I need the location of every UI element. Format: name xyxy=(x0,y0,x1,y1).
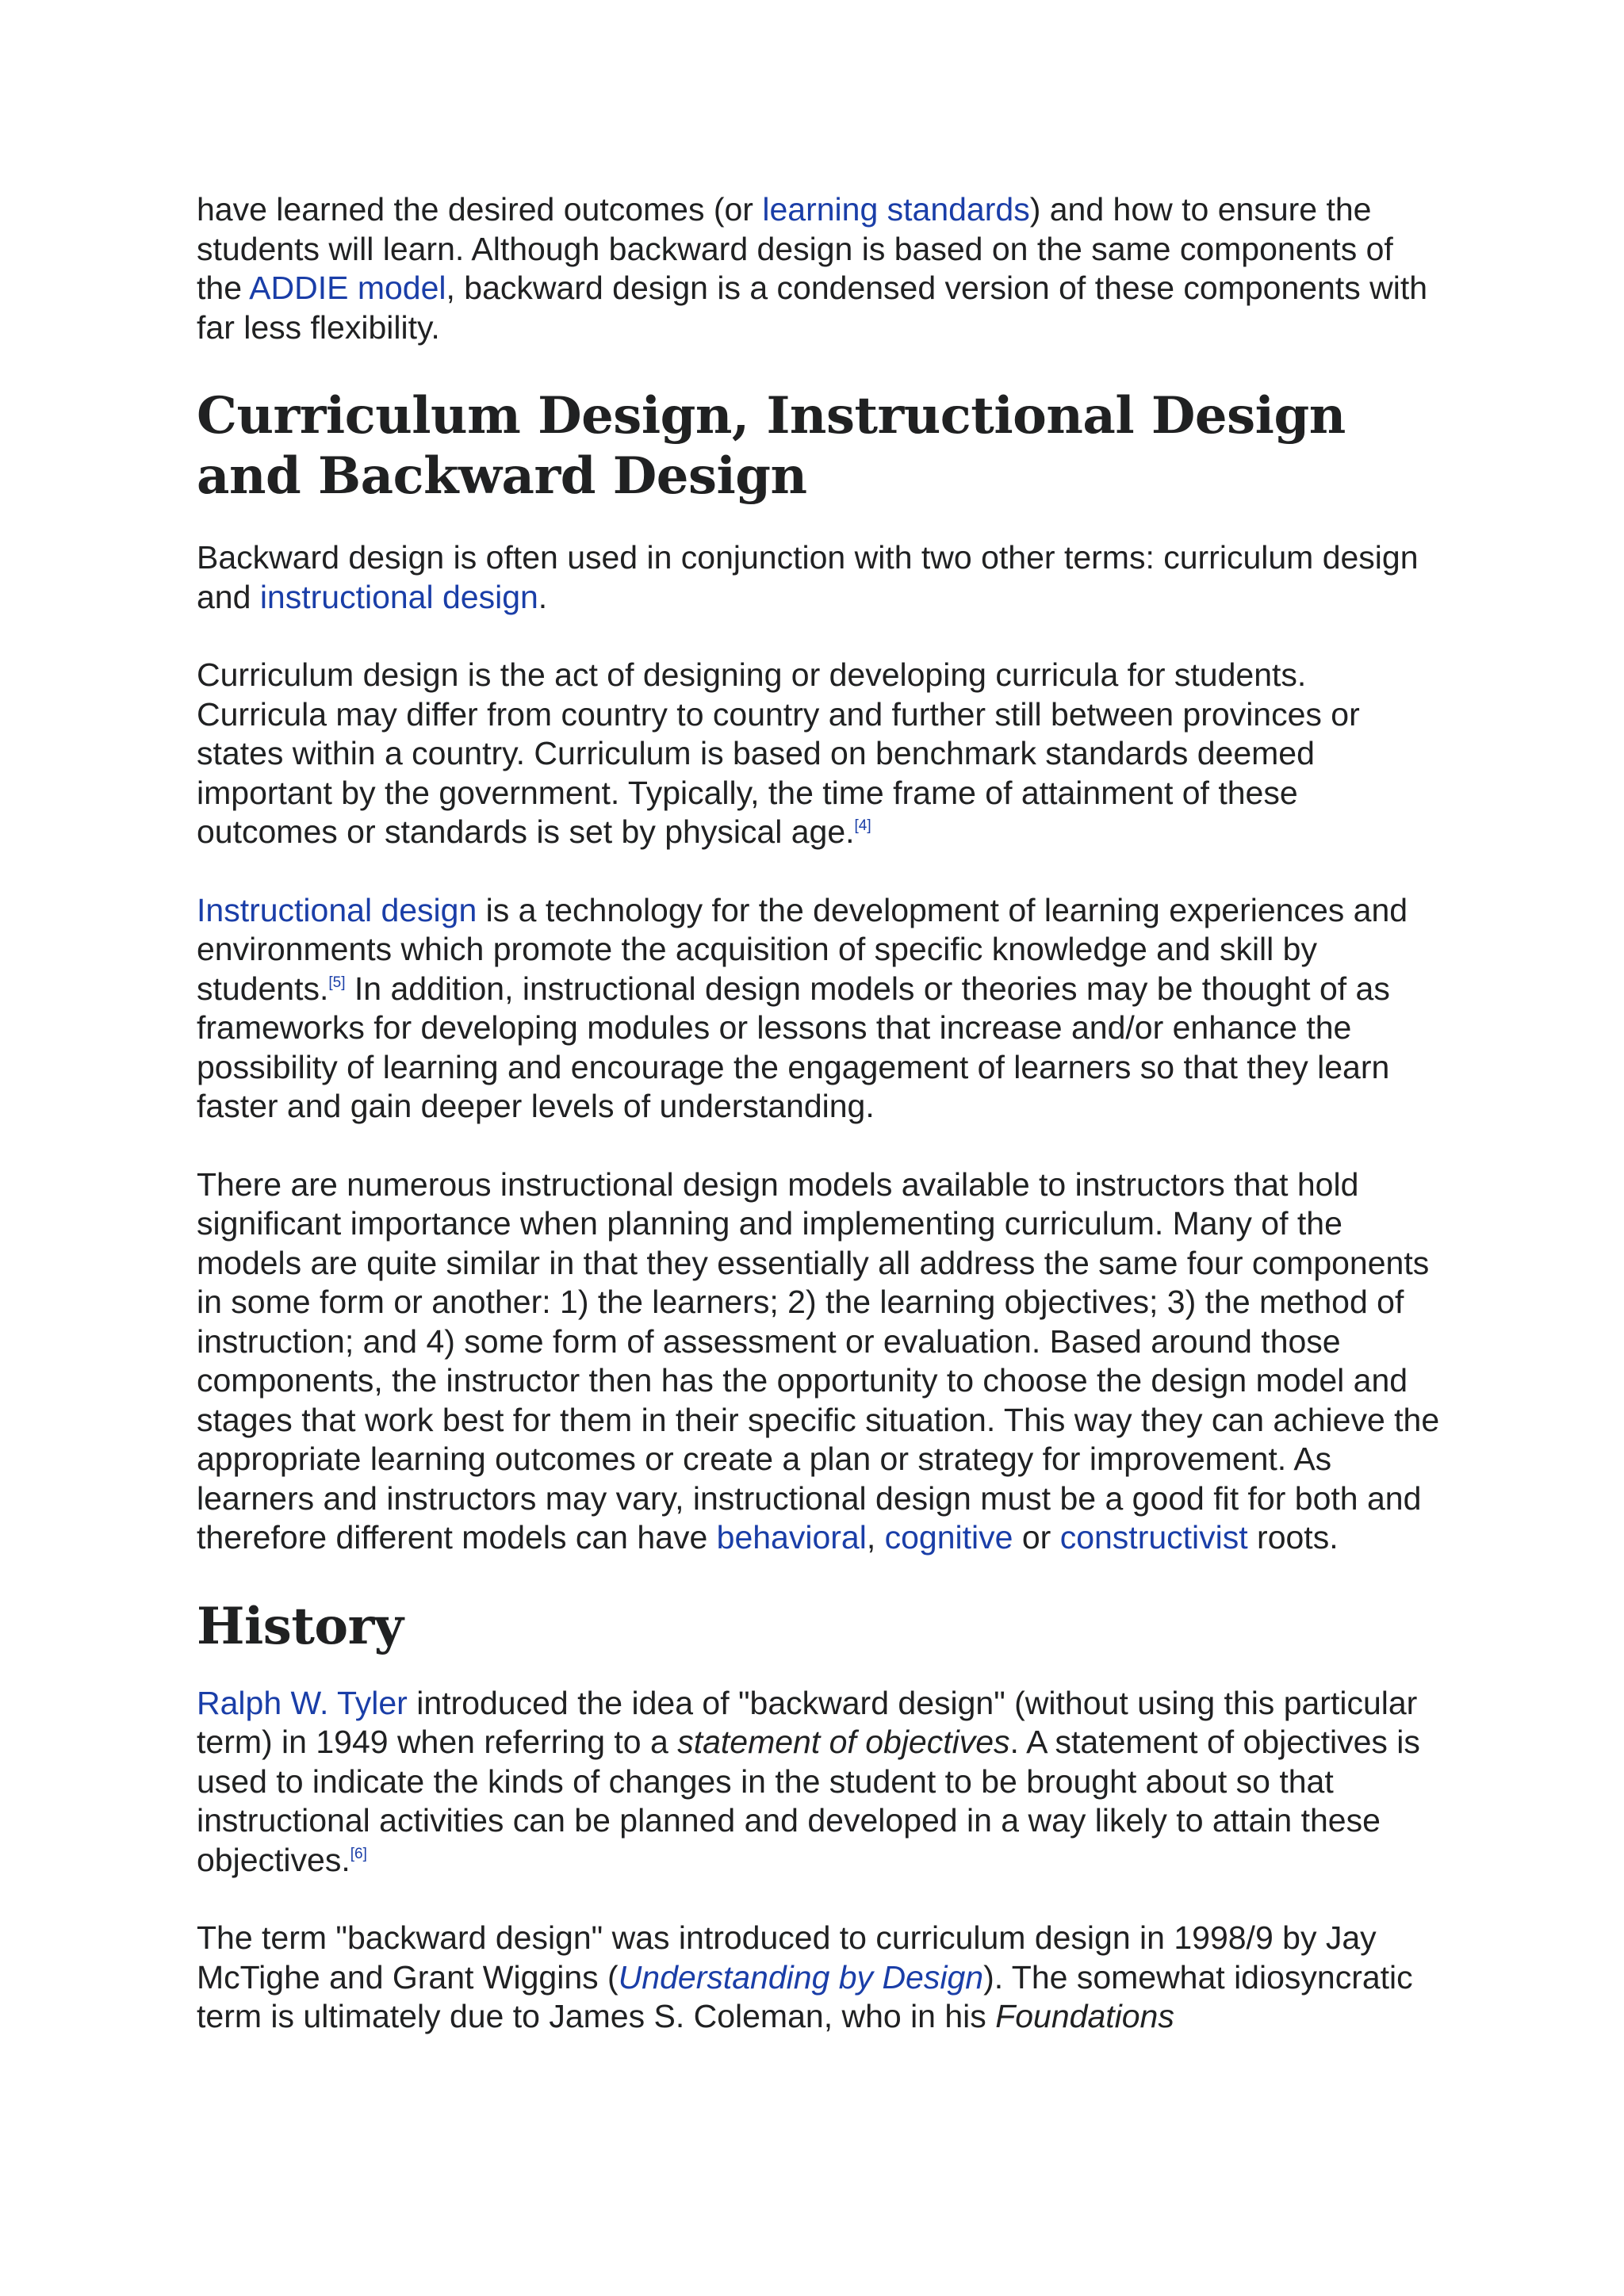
paragraph-curriculum-design xyxy=(197,656,1442,852)
paragraph-term-origin xyxy=(197,1919,1442,2037)
link-instructional-design[interactable]: instructional design xyxy=(259,578,538,615)
text-span: roots. xyxy=(1247,1519,1339,1556)
text-span: ). The somewhat idiosyncratic term is ultimately due to James S. Coleman, who in his xyxy=(197,1958,1413,2034)
text-span: . xyxy=(538,578,548,615)
text-span: introduced the idea of "backward design" (without using this particular term) in 1949 when referring to a xyxy=(197,1684,1418,1760)
text-span: Backward design is often used in conjunction with two other terms: curriculum design and xyxy=(197,539,1419,615)
text-span: The term "backward design" was introduced to curriculum design in 1998/9 by Jay McTighe and Grant Wiggins ( xyxy=(197,1919,1377,1996)
link-ralph-tyler[interactable]: Ralph W. Tyler xyxy=(197,1684,408,1721)
section-heading-history: History xyxy=(197,1596,404,1656)
text-span: ) and how to ensure the students will learn. Although backward design is based on the same components of the xyxy=(197,191,1393,306)
paragraph-tyler xyxy=(197,1684,1442,1881)
text-span: have learned the desired outcomes (or xyxy=(197,191,763,228)
link-behavioral[interactable]: behavioral xyxy=(716,1519,867,1556)
paragraph-instructional-design xyxy=(197,891,1442,1127)
link-learning-standards[interactable]: learning standards xyxy=(762,191,1030,228)
link-cognitive[interactable]: cognitive xyxy=(884,1519,1013,1556)
paragraph-design-models xyxy=(197,1165,1442,1558)
citation-6[interactable]: [6] xyxy=(350,1845,367,1862)
citation-4[interactable]: [4] xyxy=(854,817,871,834)
text-span: , xyxy=(866,1519,885,1556)
text-span: is a technology for the development of learning experiences and environments which promote the acquisition of specific knowledge and skill by students. xyxy=(197,891,1408,1007)
text-span: Curriculum design is the act of designing or developing curricula for students. Curricula may differ from country to country and further still between provinces or states within a country. Curriculum is based on benchmark standards deemed important by the government. Typically, the time frame of attainment of these outcomes or standards is set by physical age. xyxy=(197,656,1360,850)
link-constructivist[interactable]: constructivist xyxy=(1059,1519,1248,1556)
paragraph-intro xyxy=(197,190,1442,347)
paragraph-backward-design-terms xyxy=(197,538,1442,617)
link-instructional-design-2[interactable]: Instructional design xyxy=(197,891,477,928)
text-span: or xyxy=(1013,1519,1060,1556)
text-span: . A statement of objectives is used to indicate the kinds of changes in the student to be brought about so that instructional activities can be planned and developed in a way likely to attain these objectives. xyxy=(197,1724,1420,1878)
text-span: In addition, instructional design models or theories may be thought of as frameworks for developing modules or lessons that increase and/or enhance the possibility of learning and encourage the engagement of learners so that they learn faster and gain deeper levels of understanding. xyxy=(197,970,1390,1124)
italic-term: statement of objectives xyxy=(677,1724,1010,1760)
text-span: , backward design is a condensed version of these components with far less flexibility. xyxy=(197,270,1428,346)
link-understanding-by-design[interactable]: Understanding by Design xyxy=(618,1958,984,1996)
italic-book-title: Foundations xyxy=(995,1998,1174,2034)
article-body xyxy=(197,190,1442,2076)
link-addie-model[interactable]: ADDIE model xyxy=(249,270,446,306)
text-span: There are numerous instructional design models available to instructors that hold significant importance when planning and implementing curriculum. Many of the models are quite similar in that they essentially all address the same four components in some form or another: 1) the learners; 2) the learning objectives; 3) the method of instruction; and 4) some form of assessment or evaluation. Based around those components, the instructor then has the opportunity to choose the design model and stages that work best for them in their specific situation. This way they can achieve the appropriate learning outcomes or create a plan or strategy for improvement. As learners and instructors may vary, instructional design must be a good fit for both and therefore different models can have xyxy=(197,1165,1440,1556)
citation-5[interactable]: [5] xyxy=(328,974,346,991)
section-heading-curriculum-design: Curriculum Design, Instructional Design and Backward Design xyxy=(197,386,1346,506)
